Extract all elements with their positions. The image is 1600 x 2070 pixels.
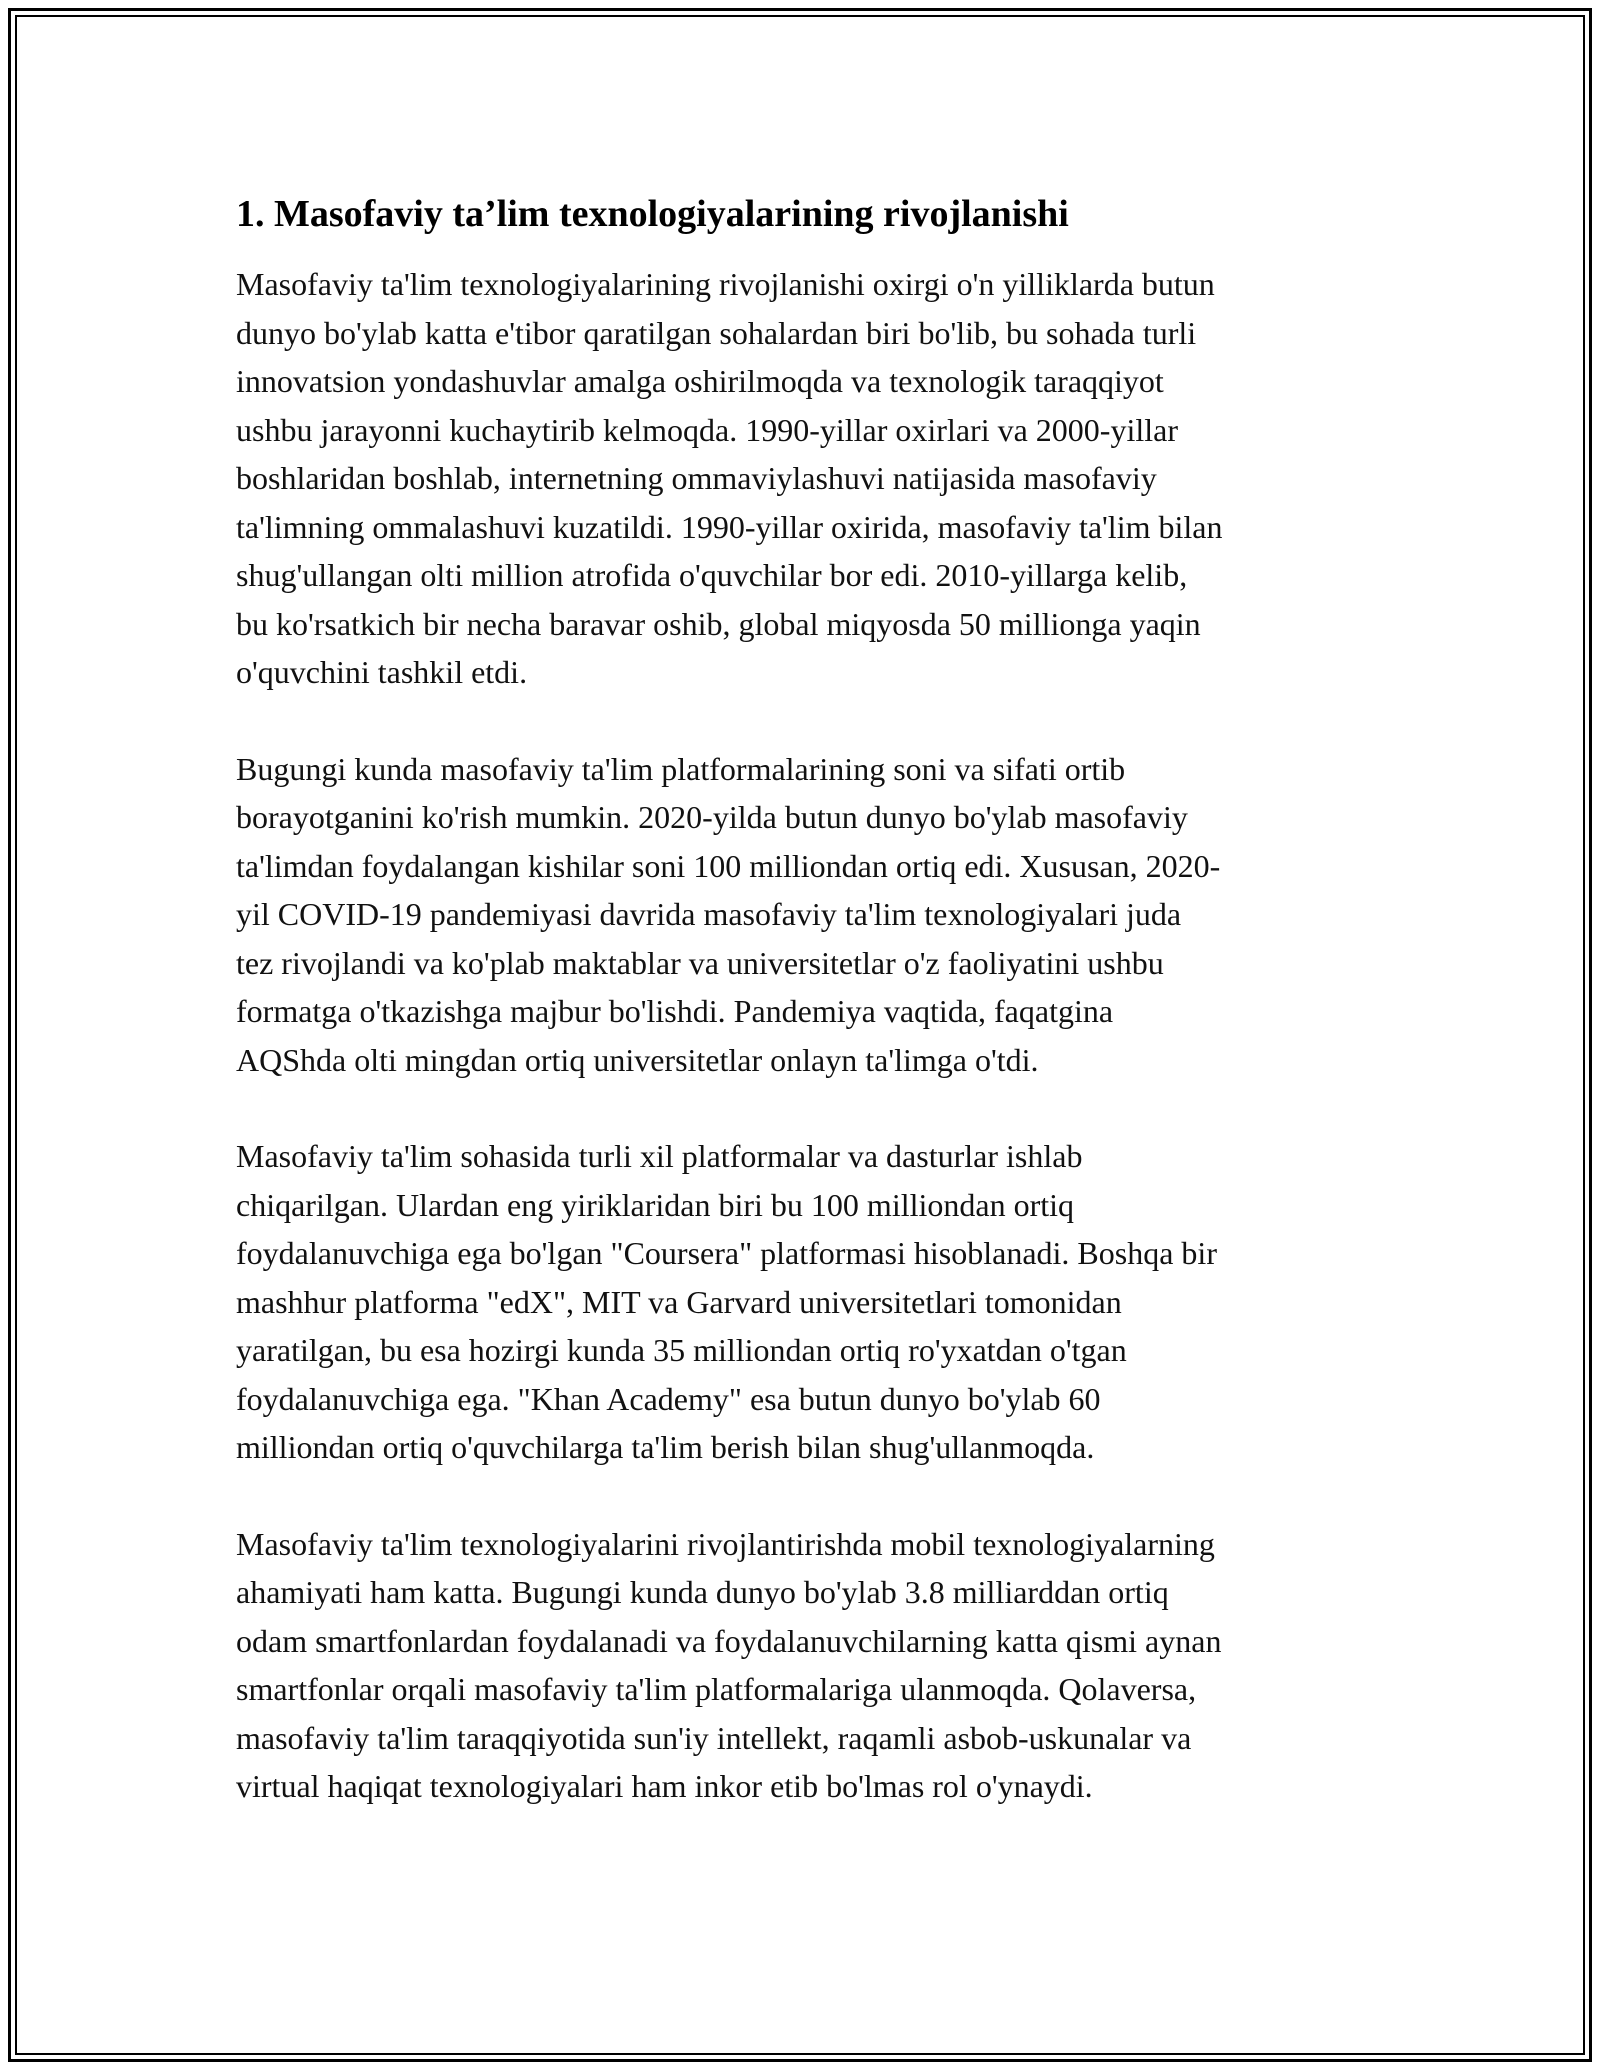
text-line: Masofaviy ta'lim texnologiyalarining rivojlanishi oxirgi o'n yilliklarda butun xyxy=(236,266,1215,302)
text-line: bu ko'rsatkich bir necha baravar oshib, global miqyosda 50 millionga yaqin xyxy=(236,605,1201,642)
text-line: masofaviy ta'lim taraqqiyotida sun'iy intellekt, raqamli asbob-uskunalar va xyxy=(236,1719,1192,1756)
text-line: tez rivojlandi va ko'plab maktablar va universitetlar o'z faoliyatini ushbu xyxy=(236,944,1164,981)
text-line: foydalanuvchiga ega. "Khan Academy" esa butun dunyo bo'ylab 60 xyxy=(236,1380,1101,1417)
document-body xyxy=(236,188,1376,1859)
text-line: foydalanuvchiga ega bo'lgan "Coursera" platformasi hisoblanadi. Boshqa bir xyxy=(236,1235,1217,1271)
text-line: borayotganini ko'rish mumkin. 2020-yilda butun dunyo bo'ylab masofaviy xyxy=(236,799,1188,835)
text-line: chiqarilgan. Ulardan eng yiriklaridan biri bu 100 milliondan ortiq xyxy=(236,1186,1075,1223)
text-line: odam smartfonlardan foydalanadi va foydalanuvchilarning katta qismi aynan xyxy=(236,1622,1222,1659)
text-line: smartfonlar orqali masofaviy ta'lim platformalariga ulanmoqda. Qolaversa, xyxy=(236,1671,1197,1707)
text-line: AQShda olti mingdan ortiq universitetlar onlayn ta'limga o'tdi. xyxy=(236,1041,1039,1078)
text-line: milliondan ortiq o'quvchilarga ta'lim berish bilan shug'ullanmoqda. xyxy=(236,1429,1095,1465)
text-line: yil COVID-19 pandemiyasi davrida masofaviy ta'lim texnologiyalari juda xyxy=(236,896,1182,932)
paragraph-4 xyxy=(236,1520,1376,1811)
text-line: ta'limdan foydalangan kishilar soni 100 milliondan ortiq edi. Xususan, 2020- xyxy=(236,847,1221,884)
paragraph-3 xyxy=(236,1132,1376,1472)
text-line: shug'ullangan olti million atrofida o'quvchilar bor edi. 2010-yillarga kelib, xyxy=(236,557,1188,593)
paragraph-2 xyxy=(236,745,1376,1085)
text-line: o'quvchini tashkil etdi. xyxy=(236,654,528,690)
text-line: Bugungi kunda masofaviy ta'lim platformalarining soni va sifati ortib xyxy=(236,750,1126,787)
text-line: dunyo bo'ylab katta e'tibor qaratilgan sohalardan biri bo'lib, bu sohada turli xyxy=(236,314,1197,351)
text-line: yaratilgan, bu esa hozirgi kunda 35 milliondan ortiq ro'yxatdan o'tgan xyxy=(236,1332,1127,1368)
text-line: mashhur platforma "edX", MIT va Garvard universitetlari tomonidan xyxy=(236,1283,1122,1320)
text-line: Masofaviy ta'lim texnologiyalarini rivojlantirishda mobil texnologiyalarning xyxy=(236,1525,1215,1562)
paragraph-1 xyxy=(236,260,1376,697)
text-line: innovatsion yondashuvlar amalga oshirilmoqda va texnologik taraqqiyot xyxy=(236,363,1164,399)
section-heading: 1. Masofaviy ta’lim texnologiyalarining rivojlanishi xyxy=(236,193,1069,235)
text-line: formatga o'tkazishga majbur bo'lishdi. Pandemiya vaqtida, faqatgina xyxy=(236,993,1114,1029)
text-line: ahamiyati ham katta. Bugungi kunda dunyo bo'ylab 3.8 milliarddan ortiq xyxy=(236,1574,1169,1610)
text-line: ta'limning ommalashuvi kuzatildi. 1990-yillar oxirida, masofaviy ta'lim bilan xyxy=(236,508,1223,545)
text-line: virtual haqiqat texnologiyalari ham inkor etib bo'lmas rol o'ynaydi. xyxy=(236,1768,1093,1804)
text-line: Masofaviy ta'lim sohasida turli xil platformalar va dasturlar ishlab xyxy=(236,1138,1083,1174)
text-line: boshlaridan boshlab, internetning ommaviylashuvi natijasida masofaviy xyxy=(236,460,1157,496)
text-line: ushbu jarayonni kuchaytirib kelmoqda. 1990-yillar oxirlari va 2000-yillar xyxy=(236,411,1178,448)
